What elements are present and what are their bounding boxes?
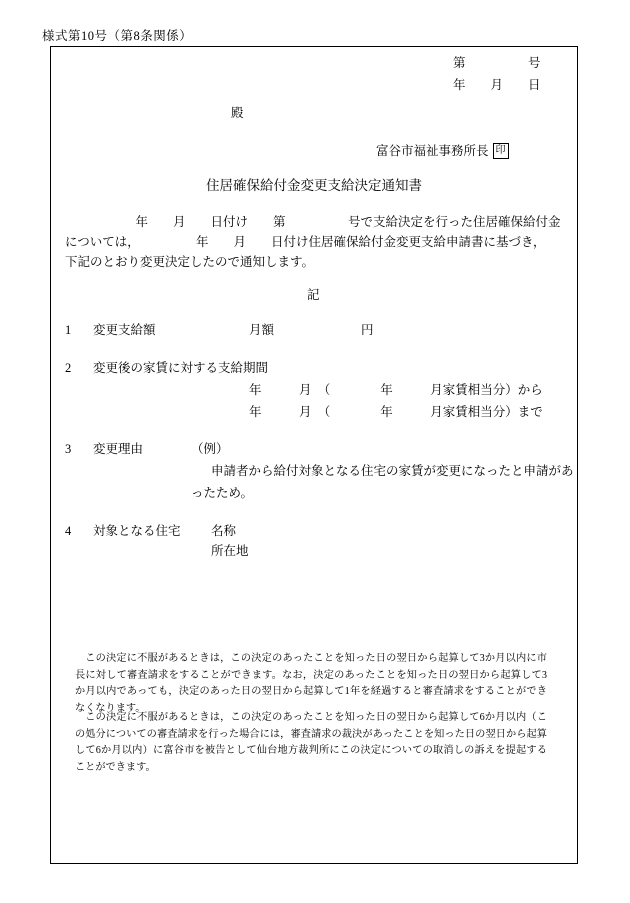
document-content: [51, 47, 579, 865]
issuer-block: [376, 143, 509, 159]
item-3-label: 変更理由: [93, 442, 144, 456]
item-1-label: 変更支給額: [93, 323, 156, 337]
intro-line-3: 下記のとおり変更決定したので通知します。: [65, 255, 315, 269]
item-1-number: 1: [65, 323, 72, 337]
item-2-number: 2: [65, 361, 72, 375]
item-4-field-address: 所在地: [211, 544, 249, 558]
item-4-label: 対象となる住宅: [93, 524, 181, 538]
item-3-example-line-1: 申請者から給付対象となる住宅の家賃が変更になったと申請があ: [211, 464, 574, 478]
form-number: 様式第10号（第8条関係）: [42, 29, 193, 43]
item-3-example-label: （例）: [191, 442, 229, 456]
document-title: 住居確保給付金変更支給決定通知書: [206, 178, 422, 193]
intro-line-1: 年 月 日付け 第 号で支給決定を行った住居確保給付金: [73, 215, 561, 229]
item-1-unit: 円: [361, 323, 374, 337]
document-date-line: 年 月 日: [453, 78, 541, 92]
item-2-label: 変更後の家賃に対する支給期間: [93, 361, 269, 375]
item-3-number: 3: [65, 442, 72, 456]
item-2-period-to: 年 月 （ 年 月家賃相当分）まで: [249, 405, 543, 419]
notice-paragraph-2: この決定に不服があるときは，この決定のあったことを知った日の翌日から起算して6か月以内（この処分についての審査請求を行った場合には，審査請求の裁決があったことを知った日の翌日から起算して6か月以内）に富谷市を被告として仙台地方裁判所にこの決定についての取消しの訴えを提起することができます。: [75, 712, 547, 773]
notice-paragraph-1: この決定に不服があるときは，この決定のあったことを知った日の翌日から起算して3か月以内に市長に対して審査請求をすることができます。なお，決定のあったことを知った日の翌日から起算して3か月以内であっても，決定のあった日の翌日から起算して1年を経過すると審査請求をすることができなくなります。: [75, 653, 547, 714]
item-1-value-label: 月額: [249, 323, 275, 337]
item-4-number: 4: [65, 524, 72, 538]
ki-marker: 記: [307, 288, 320, 302]
item-4-field-name: 名称: [211, 524, 237, 538]
intro-line-2: については， 年 月 日付け住居確保給付金変更支給申請書に基づき，: [65, 235, 546, 249]
document-number-line: 第 号: [453, 56, 541, 70]
item-3-example-line-2: ったため。: [191, 486, 254, 500]
document-frame: [50, 46, 578, 864]
issuer-name: 富谷市福祉事務所長: [376, 144, 489, 158]
addressee: 殿: [231, 106, 244, 120]
seal-stamp: 印: [493, 143, 509, 159]
item-2-period-from: 年 月 （ 年 月家賃相当分）から: [249, 383, 543, 397]
